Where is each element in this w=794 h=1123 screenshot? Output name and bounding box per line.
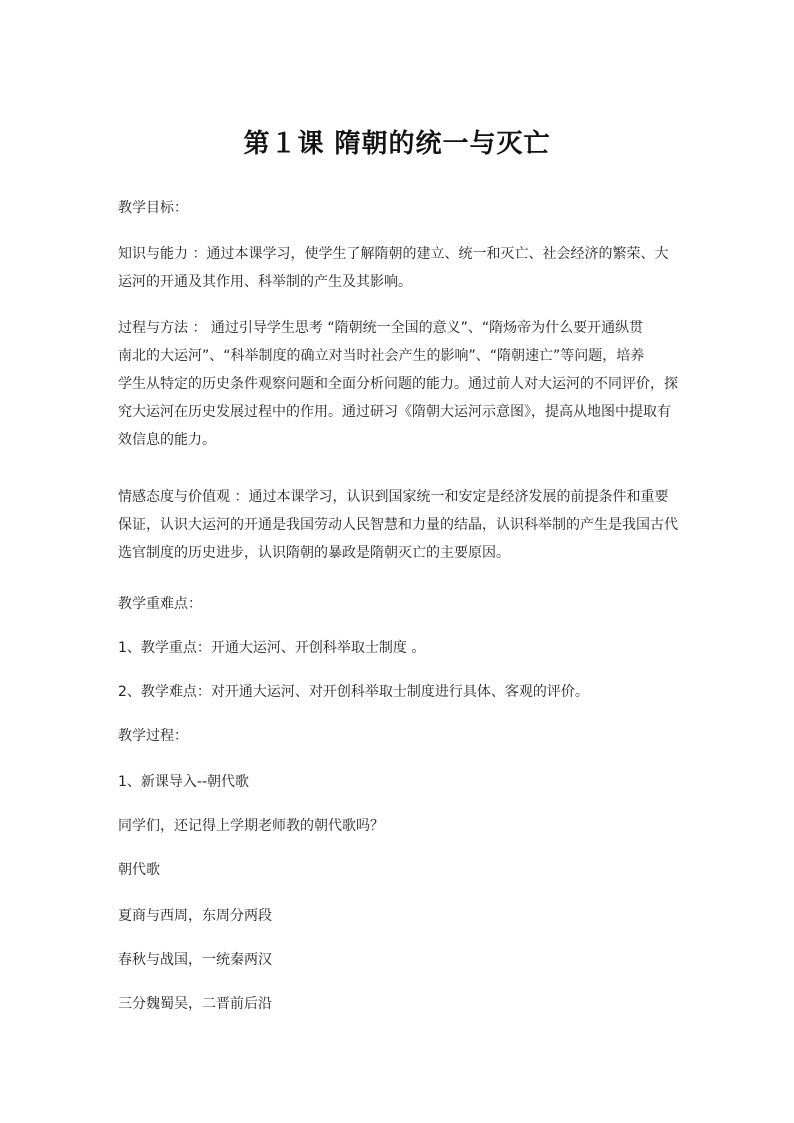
difficult-point-item: 2、教学难点：对开通大运河、对开创科举取士制度进行具体、客观的评价。 (118, 684, 589, 700)
poem-line: 春秋与战国，一统秦两汉 (118, 952, 272, 968)
paragraph-line: 学生从特定的历史条件观察问题和全面分析问题的能力。通过前人对大运河的不同评价，探 (118, 376, 678, 392)
step-heading: 1、新课导入--朝代歌 (118, 774, 250, 790)
paragraph-line: 运河的开通及其作用、科举制的产生及其影响。 (118, 274, 412, 290)
paragraph-line: 知识与能力 ：通过本课学习，使学生了解隋朝的建立、统一和灭亡、社会经济的繁荣、大 (118, 246, 669, 262)
paragraph-line: 保证，认识大运河的开通是我国劳动人民智慧和力量的结晶，认识科举制的产生是我国古代 (118, 517, 678, 533)
paragraph-line: 过程与方法 ： 通过引导学生思考 “隋朝统一全国的意义”、“隋炀帝为什么要开通纵贯 (118, 320, 644, 336)
key-points-heading: 教学重难点： (118, 596, 202, 612)
process-method-paragraph (118, 314, 678, 454)
process-heading: 教学过程： (118, 728, 188, 744)
paragraph-line: 选官制度的历史进步，认识隋朝的暴政是隋朝灭亡的主要原因。 (118, 545, 510, 561)
page-title: 第１课 隋朝的统一与灭亡 (243, 129, 551, 159)
key-point-item: 1、教学重点：开通大运河、开创科举取士制度 。 (118, 640, 426, 656)
poem-line: 夏商与西周，东周分两段 (118, 908, 272, 924)
poem-title: 朝代歌 (118, 862, 160, 878)
emotion-values-paragraph (118, 483, 678, 567)
paragraph-line: 南北的大运河”、“科举制度的确立对当时社会产生的影响”、“隋朝速亡”等问题，培养 (118, 348, 645, 364)
paragraph-line: 情感态度与价值观 ：通过本课学习，认识到国家统一和安定是经济发展的前提条件和重要 (118, 489, 669, 505)
paragraph-line: 效信息的能力。 (118, 432, 216, 448)
poem-line: 三分魏蜀吴，二晋前后沿 (118, 996, 272, 1012)
paragraph-line: 究大运河在历史发展过程中的作用。通过研习《隋朝大运河示意图》，提高从地图中提取有 (118, 404, 671, 420)
question-text: 同学们，还记得上学期老师教的朝代歌吗？ (118, 818, 384, 834)
knowledge-ability-paragraph (118, 240, 678, 296)
objectives-heading: 教学目标： (118, 200, 188, 216)
